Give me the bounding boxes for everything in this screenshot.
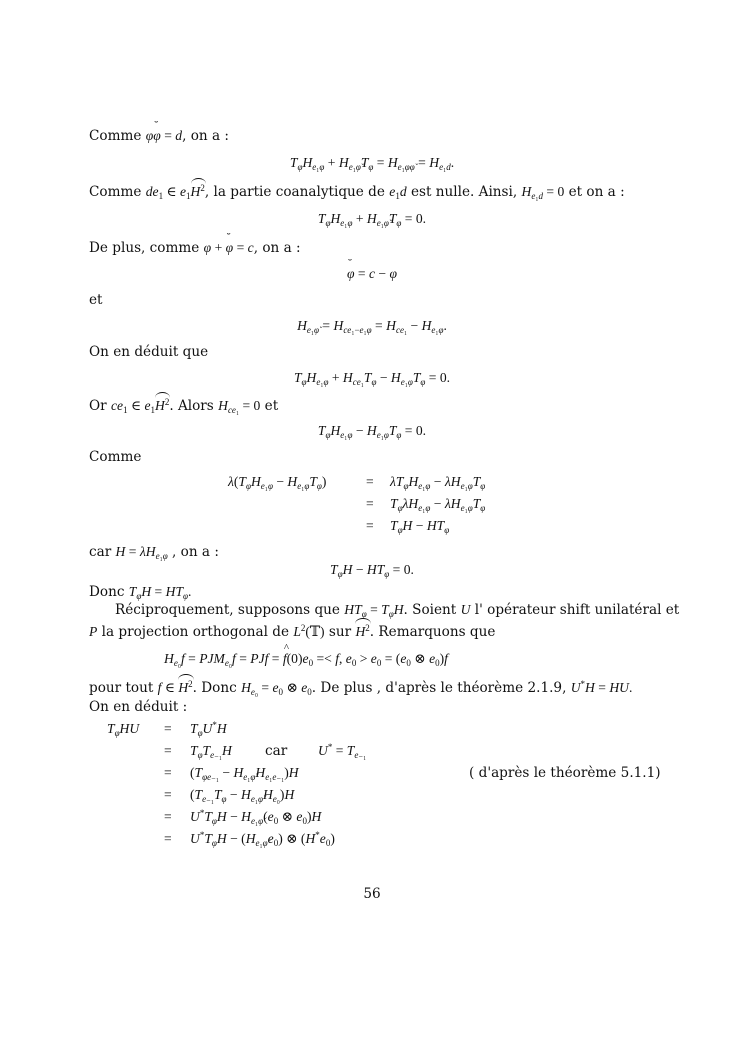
equation-3: φ ˘ = c − φ <box>0 264 744 284</box>
text-line-et: et <box>89 292 103 308</box>
text-line-comme: Comme <box>89 449 142 465</box>
text-line-comme-phi: Comme φφ ˘ = d, on a : <box>89 127 229 145</box>
text-line-coanalytic: Comme $de_1$ ∈ $e_1H^2$, la partie coanalytique de $e_1d$ est nulle. Ainsi, $H_{e_1d} = 0$ et on a : <box>89 183 625 201</box>
text-line-on-en-deduit: On en déduit : <box>89 699 188 715</box>
text-line-pour-tout: pour tout f ∈ $H^2$. Donc $H_{e_0} = e_0$ ⊗ $e_0$. De plus , d'après le théorème 2.1.9, U*H = HU. <box>89 679 633 697</box>
equation-6: $T_\varphi H_{e_1\varphi} - H_{e_1\varphi}T_\varphi = 0$. <box>317 423 427 440</box>
equation-8: $H_{e_0}f = PJM_{e_0}f$ = PJf = f $\^{}(0)e_0 =< f$, $e_0 > e_0 = (e_0$ ⊗ $e_0)f$ <box>164 650 448 668</box>
equation-5: $T_\varphi H_{e_1\varphi} + H_{ce_1}T_\varphi - H_{e_1\varphi}T_\varphi = 0$. <box>293 370 451 387</box>
equation-7: $T_\varphi H - HT_\varphi = 0$. <box>330 562 414 579</box>
page-number: 56 <box>363 886 381 902</box>
equation-1: $T_\varphi H_{e_1\varphi} + H_{e_1\varphĭ}T_\varphi = H_{e_1\varphi\varphĭ} = H_{e_1d}$. <box>289 155 455 172</box>
text-line-donc: Donc $T_\varphi H = HT_\varphi$. <box>89 584 192 601</box>
text-line-projection: P la projection orthogonal de $L^2(𝕋)$ sur $H^2$. Remarquons que <box>89 623 496 640</box>
text-line-car: car $H = \lambda H_{e_1\varphi}$ , on a : <box>89 544 219 561</box>
text-line-or: Or $ce_1$ ∈ $e_1H^2$. Alors $H_{ce_1} = 0$ et <box>89 397 279 415</box>
text-line-reciproquement: Réciproquement, supposons que $HT_\varphi = T_\varphi H$. Soient U l' opérateur shift unilatéral et <box>115 602 680 619</box>
equation-2: $T_\varphi H_{e_1\varphi} + H_{e_1\varphĭ}T_\varphi = 0$. <box>317 211 427 228</box>
document-page: Comme φφ ˘ = d, on a : $T_\varphi H_{e_1\varphi} + H_{e_1\varphĭ}T_\varphi = H_{e_1\varphi\varphĭ} = H_{e_1d}$. Comme $de_1$ ∈ $e_1H^2$, la partie coanalytique de $e_1d$ est nulle. Ainsi, $H_{e_1d} = 0$ et on a : $T_\varphi H_{e_1\varphi} + H_{e_1\varphĭ}T_\varphi = 0$. De plus, comme φ + φ ˘ = c, on a : φ ˘ = c − φ et $H_{e_1\varphĭ} = H_{ce_1-e_1\varphi} = H_{ce_1} - H_{e_1\varphi}$. On en déduit que $T_\varphi H_{e_1\varphi} + H_{ce_1}T_\varphi - H_{e_1\varphi}T_\varphi = 0$. Or $ce_1$ ∈ $e_1H^2$. Alors $H_{ce_1} = 0$ et $T_\varphi H_{e_1\varphi} - H_{e_1\varphi}T_\varphi = 0$. Comme $\lambda(T_\varphi H_{e_1\varphi} - H_{e_1\varphi}T_\varphi)$ = $\lambda T_\varphi H_{e_1\varphi} - \lambda H_{e_1\varphi}T_\varphi$ = $T_\varphi\lambda H_{e_1\varphi} - \lambda H_{e_1\varphi}T_\varphi$ = $T_\varphi H - HT_\varphi$ car $H = \lambda H_{e_1\varphi}$ , on a : $T_\varphi H - HT_\varphi = 0$. Donc $T_\varphi H = HT_\varphi$. Réciproquement, supposons que $HT_\varphi = T_\varphi H$. Soient U l' opérateur shift unilatéral et P la projection orthogonal de $L^2(𝕋)$ sur $H^2$. Remarquons que $H_{e_0}f = PJM_{e_0}f$ = PJf = f $\^{}(0)e_0 =< f$, $e_0 > e_0 = (e_0$ ⊗ $e_0)f$ pour tout f ∈ $H^2$. Donc $H_{e_0} = e_0$ ⊗ $e_0$. De plus , d'après le théorème 2.1.9, U*H = HU. On en déduit : $T_\varphi HU$ = $T_\varphi U^*H$ = $T_\varphi T_{e_{-1}}H$ car $U^* = T_{e_{-1}}$ = $(T_{\varphi e_{-1}} - H_{e_1\varphĭ}H_{e_1e_{-1}})H$ ( d'après le théorème 5.1.1) = $(T_{e_{-1}}T_\varphi - H_{e_1\varphĭ}H_{e_0})H$ = $U^*T_\varphi H - H_{e_1\varphĭ}(e_0$ ⊗ $e_0)H$ = $U^*T_\varphi H - (H_{e_1\varphĭ}e_0)$ ⊗ $(H^*e_0)$ 56 <box>0 0 744 1053</box>
text-line-on-en-deduit-que: On en déduit que <box>89 344 209 360</box>
equation-4: $H_{e_1\varphĭ} = H_{ce_1-e_1\varphi} = H_{ce_1} - H_{e_1\varphi}$. <box>297 318 447 335</box>
text-line-de-plus: De plus, comme φ + φ ˘ = c, on a : <box>89 239 301 257</box>
theorem-note: ( d'après le théorème 5.1.1) <box>469 765 661 781</box>
